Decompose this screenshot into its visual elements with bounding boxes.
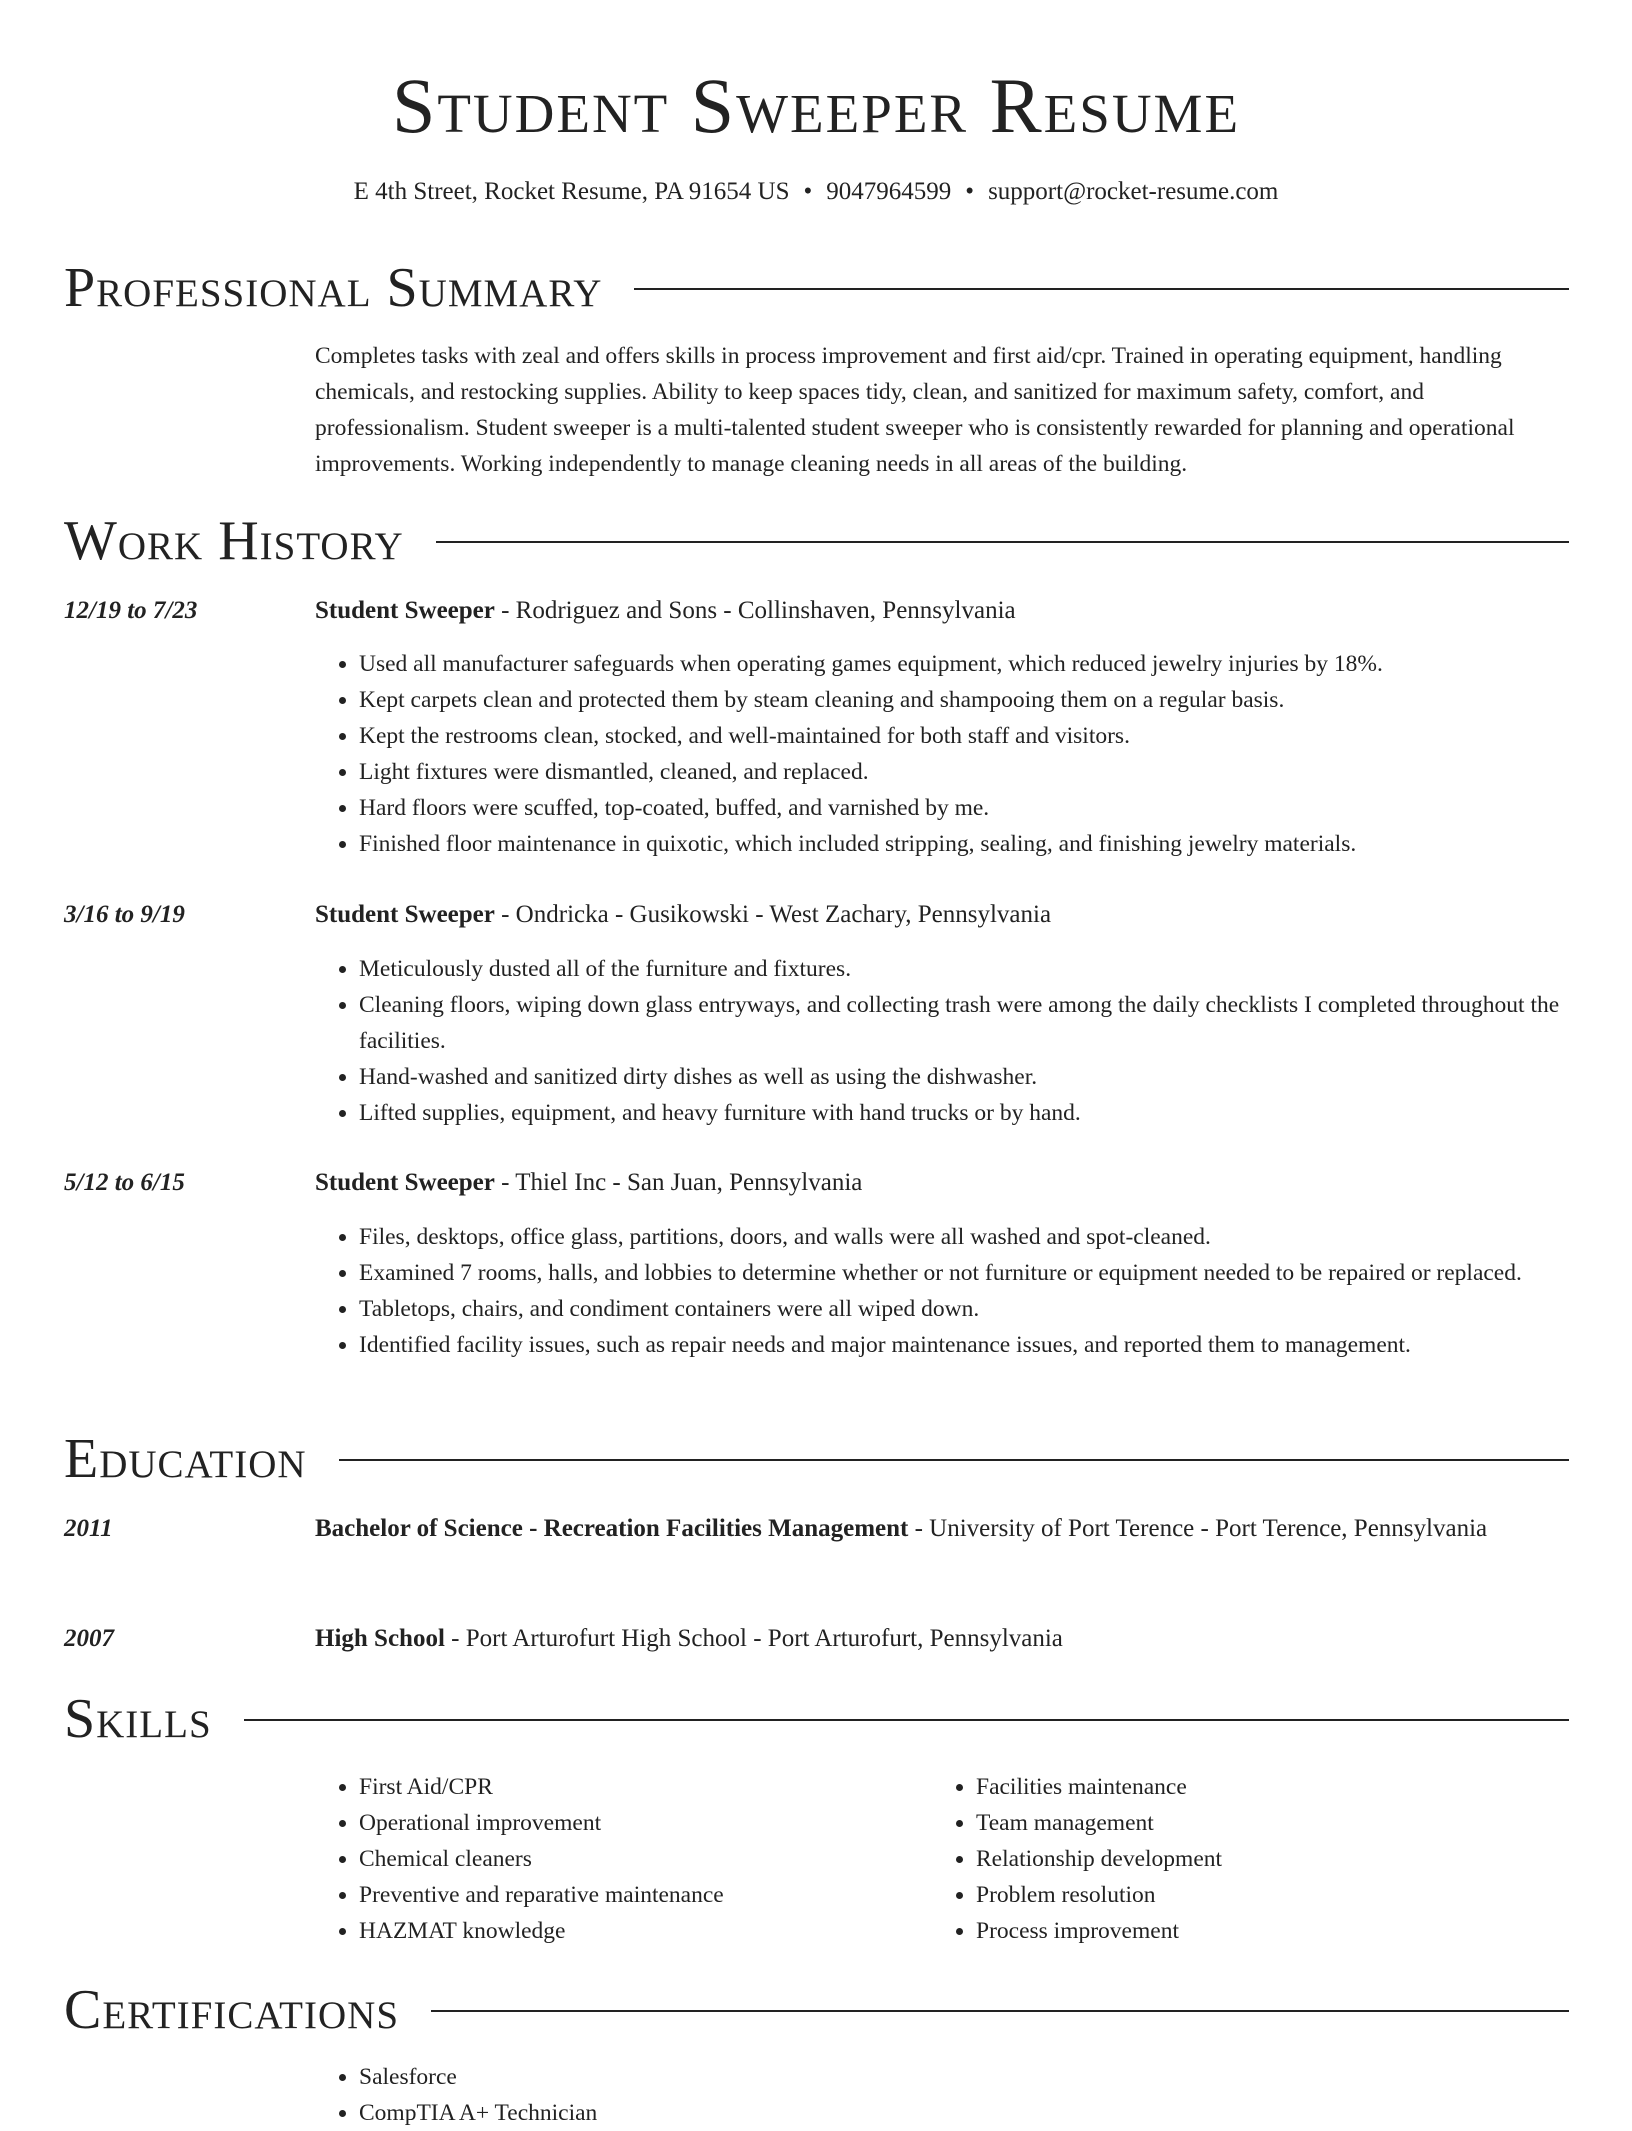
skill-item: • Chemical cleaners bbox=[359, 1841, 915, 1877]
certification-item: • Salesforce bbox=[359, 2059, 1560, 2095]
contact-separator: • bbox=[803, 178, 813, 205]
section-divider bbox=[431, 2010, 1569, 2012]
job-duties-list bbox=[315, 951, 1560, 1131]
education-school: - University of Port Terence - Port Terence, Pennsylvania bbox=[908, 1515, 1488, 1542]
certification-item: • CompTIA A+ Technician bbox=[359, 2095, 1560, 2131]
section-divider bbox=[244, 1719, 1569, 1721]
list-item: • Files, desktops, office glass, partitions, doors, and walls were all washed and spot-cleaned. bbox=[359, 1219, 1560, 1255]
skill-item: • Team management bbox=[976, 1805, 1552, 1841]
job-dates: 5/12 to 6/15 bbox=[64, 1169, 185, 1196]
list-item: • Hand-washed and sanitized dirty dishes as well as using the dishwasher. bbox=[359, 1059, 1560, 1095]
job-title-line bbox=[315, 895, 1555, 935]
skill-item: • Facilities maintenance bbox=[976, 1769, 1552, 1805]
list-item: • Tabletops, chairs, and condiment containers were all wiped down. bbox=[359, 1291, 1560, 1327]
education-year: 2007 bbox=[64, 1625, 114, 1652]
list-item: • Hard floors were scuffed, top-coated, buffed, and varnished by me. bbox=[359, 790, 1560, 826]
section-divider bbox=[634, 288, 1569, 290]
job-duties-list bbox=[315, 646, 1560, 862]
section-title: Skills bbox=[64, 1688, 212, 1750]
skill-item: • HAZMAT knowledge bbox=[359, 1913, 915, 1949]
skill-item: • Process improvement bbox=[976, 1913, 1552, 1949]
list-item: • Kept the restrooms clean, stocked, and well-maintained for both staff and visitors. bbox=[359, 718, 1560, 754]
education-heading bbox=[64, 1424, 1569, 1494]
job-title: Student Sweeper bbox=[315, 597, 495, 624]
job-title: Student Sweeper bbox=[315, 901, 495, 928]
skills-heading bbox=[64, 1684, 1569, 1754]
certifications-heading bbox=[64, 1975, 1569, 2045]
job-employer: - Rodriguez and Sons - Collinshaven, Pennsylvania bbox=[494, 597, 1016, 624]
list-item: • Cleaning floors, wiping down glass entryways, and collecting trash were among the daily checklists I completed throughout the facilities. bbox=[359, 987, 1560, 1059]
certifications-list bbox=[315, 2059, 1560, 2131]
skill-item: • Operational improvement bbox=[359, 1805, 915, 1841]
education-degree: High School bbox=[315, 1625, 445, 1652]
skills-list-right bbox=[932, 1769, 1552, 1949]
list-item: • Finished floor maintenance in quixotic, which included stripping, sealing, and finishing jewelry materials. bbox=[359, 826, 1560, 862]
contact-phone: 9047964599 bbox=[826, 178, 952, 205]
section-title: Education bbox=[64, 1428, 307, 1490]
job-title-line bbox=[315, 591, 1555, 631]
list-item: • Used all manufacturer safeguards when operating games equipment, which reduced jewelry injuries by 18%. bbox=[359, 646, 1560, 682]
contact-email: support@rocket-resume.com bbox=[988, 178, 1279, 205]
job-dates: 3/16 to 9/19 bbox=[64, 901, 185, 928]
education-degree: Bachelor of Science - Recreation Facilities Management bbox=[315, 1515, 909, 1542]
job-title-line bbox=[315, 1163, 1555, 1203]
education-entry bbox=[315, 1619, 1555, 1659]
list-item: • Lifted supplies, equipment, and heavy furniture with hand trucks or by hand. bbox=[359, 1095, 1560, 1131]
education-school: - Port Arturofurt High School - Port Arturofurt, Pennsylvania bbox=[444, 1625, 1063, 1652]
contact-separator: • bbox=[965, 178, 975, 205]
education-year: 2011 bbox=[64, 1515, 113, 1542]
work-history-heading bbox=[64, 506, 1569, 576]
section-divider bbox=[339, 1459, 1569, 1461]
skill-item: • Relationship development bbox=[976, 1841, 1552, 1877]
summary-heading bbox=[64, 253, 1569, 323]
skill-item: • Preventive and reparative maintenance bbox=[359, 1877, 915, 1913]
education-entry bbox=[315, 1509, 1555, 1549]
list-item: • Examined 7 rooms, halls, and lobbies to determine whether or not furniture or equipment needed to be repaired or replaced. bbox=[359, 1255, 1560, 1291]
job-duties-list bbox=[315, 1219, 1560, 1363]
job-title: Student Sweeper bbox=[315, 1169, 495, 1196]
job-employer: - Ondricka - Gusikowski - West Zachary, Pennsylvania bbox=[494, 901, 1052, 928]
resume-title: Student Sweeper Resume bbox=[391, 62, 1241, 149]
list-item: • Identified facility issues, such as repair needs and major maintenance issues, and reported them to management. bbox=[359, 1327, 1560, 1363]
summary-text: Completes tasks with zeal and offers skills in process improvement and first aid/cpr. Trained in operating equipment, handling chemicals, and restocking supplies. Ability to keep spaces tidy, clean, and sanitized for maximum safety, comfort, and professionalism. Student sweeper is a multi-talented student sweeper who is consistently rewarded for planning and operational improvements. Working independently to manage cleaning needs in all areas of the building. bbox=[315, 343, 1515, 477]
skill-item: • First Aid/CPR bbox=[359, 1769, 915, 1805]
contact-address: E 4th Street, Rocket Resume, PA 91654 US bbox=[353, 178, 790, 205]
job-dates: 12/19 to 7/23 bbox=[64, 597, 198, 624]
skill-item: • Problem resolution bbox=[976, 1877, 1552, 1913]
job-employer: - Thiel Inc - San Juan, Pennsylvania bbox=[494, 1169, 863, 1196]
section-divider bbox=[436, 541, 1569, 543]
section-title: Certifications bbox=[64, 1979, 400, 2041]
list-item: • Light fixtures were dismantled, cleaned, and replaced. bbox=[359, 754, 1560, 790]
skills-list-left bbox=[315, 1769, 915, 1949]
section-title: Professional Summary bbox=[64, 257, 603, 319]
list-item: • Kept carpets clean and protected them by steam cleaning and shampooing them on a regular basis. bbox=[359, 682, 1560, 718]
contact-line bbox=[0, 172, 1632, 212]
section-title: Work History bbox=[64, 510, 404, 572]
list-item: • Meticulously dusted all of the furniture and fixtures. bbox=[359, 951, 1560, 987]
